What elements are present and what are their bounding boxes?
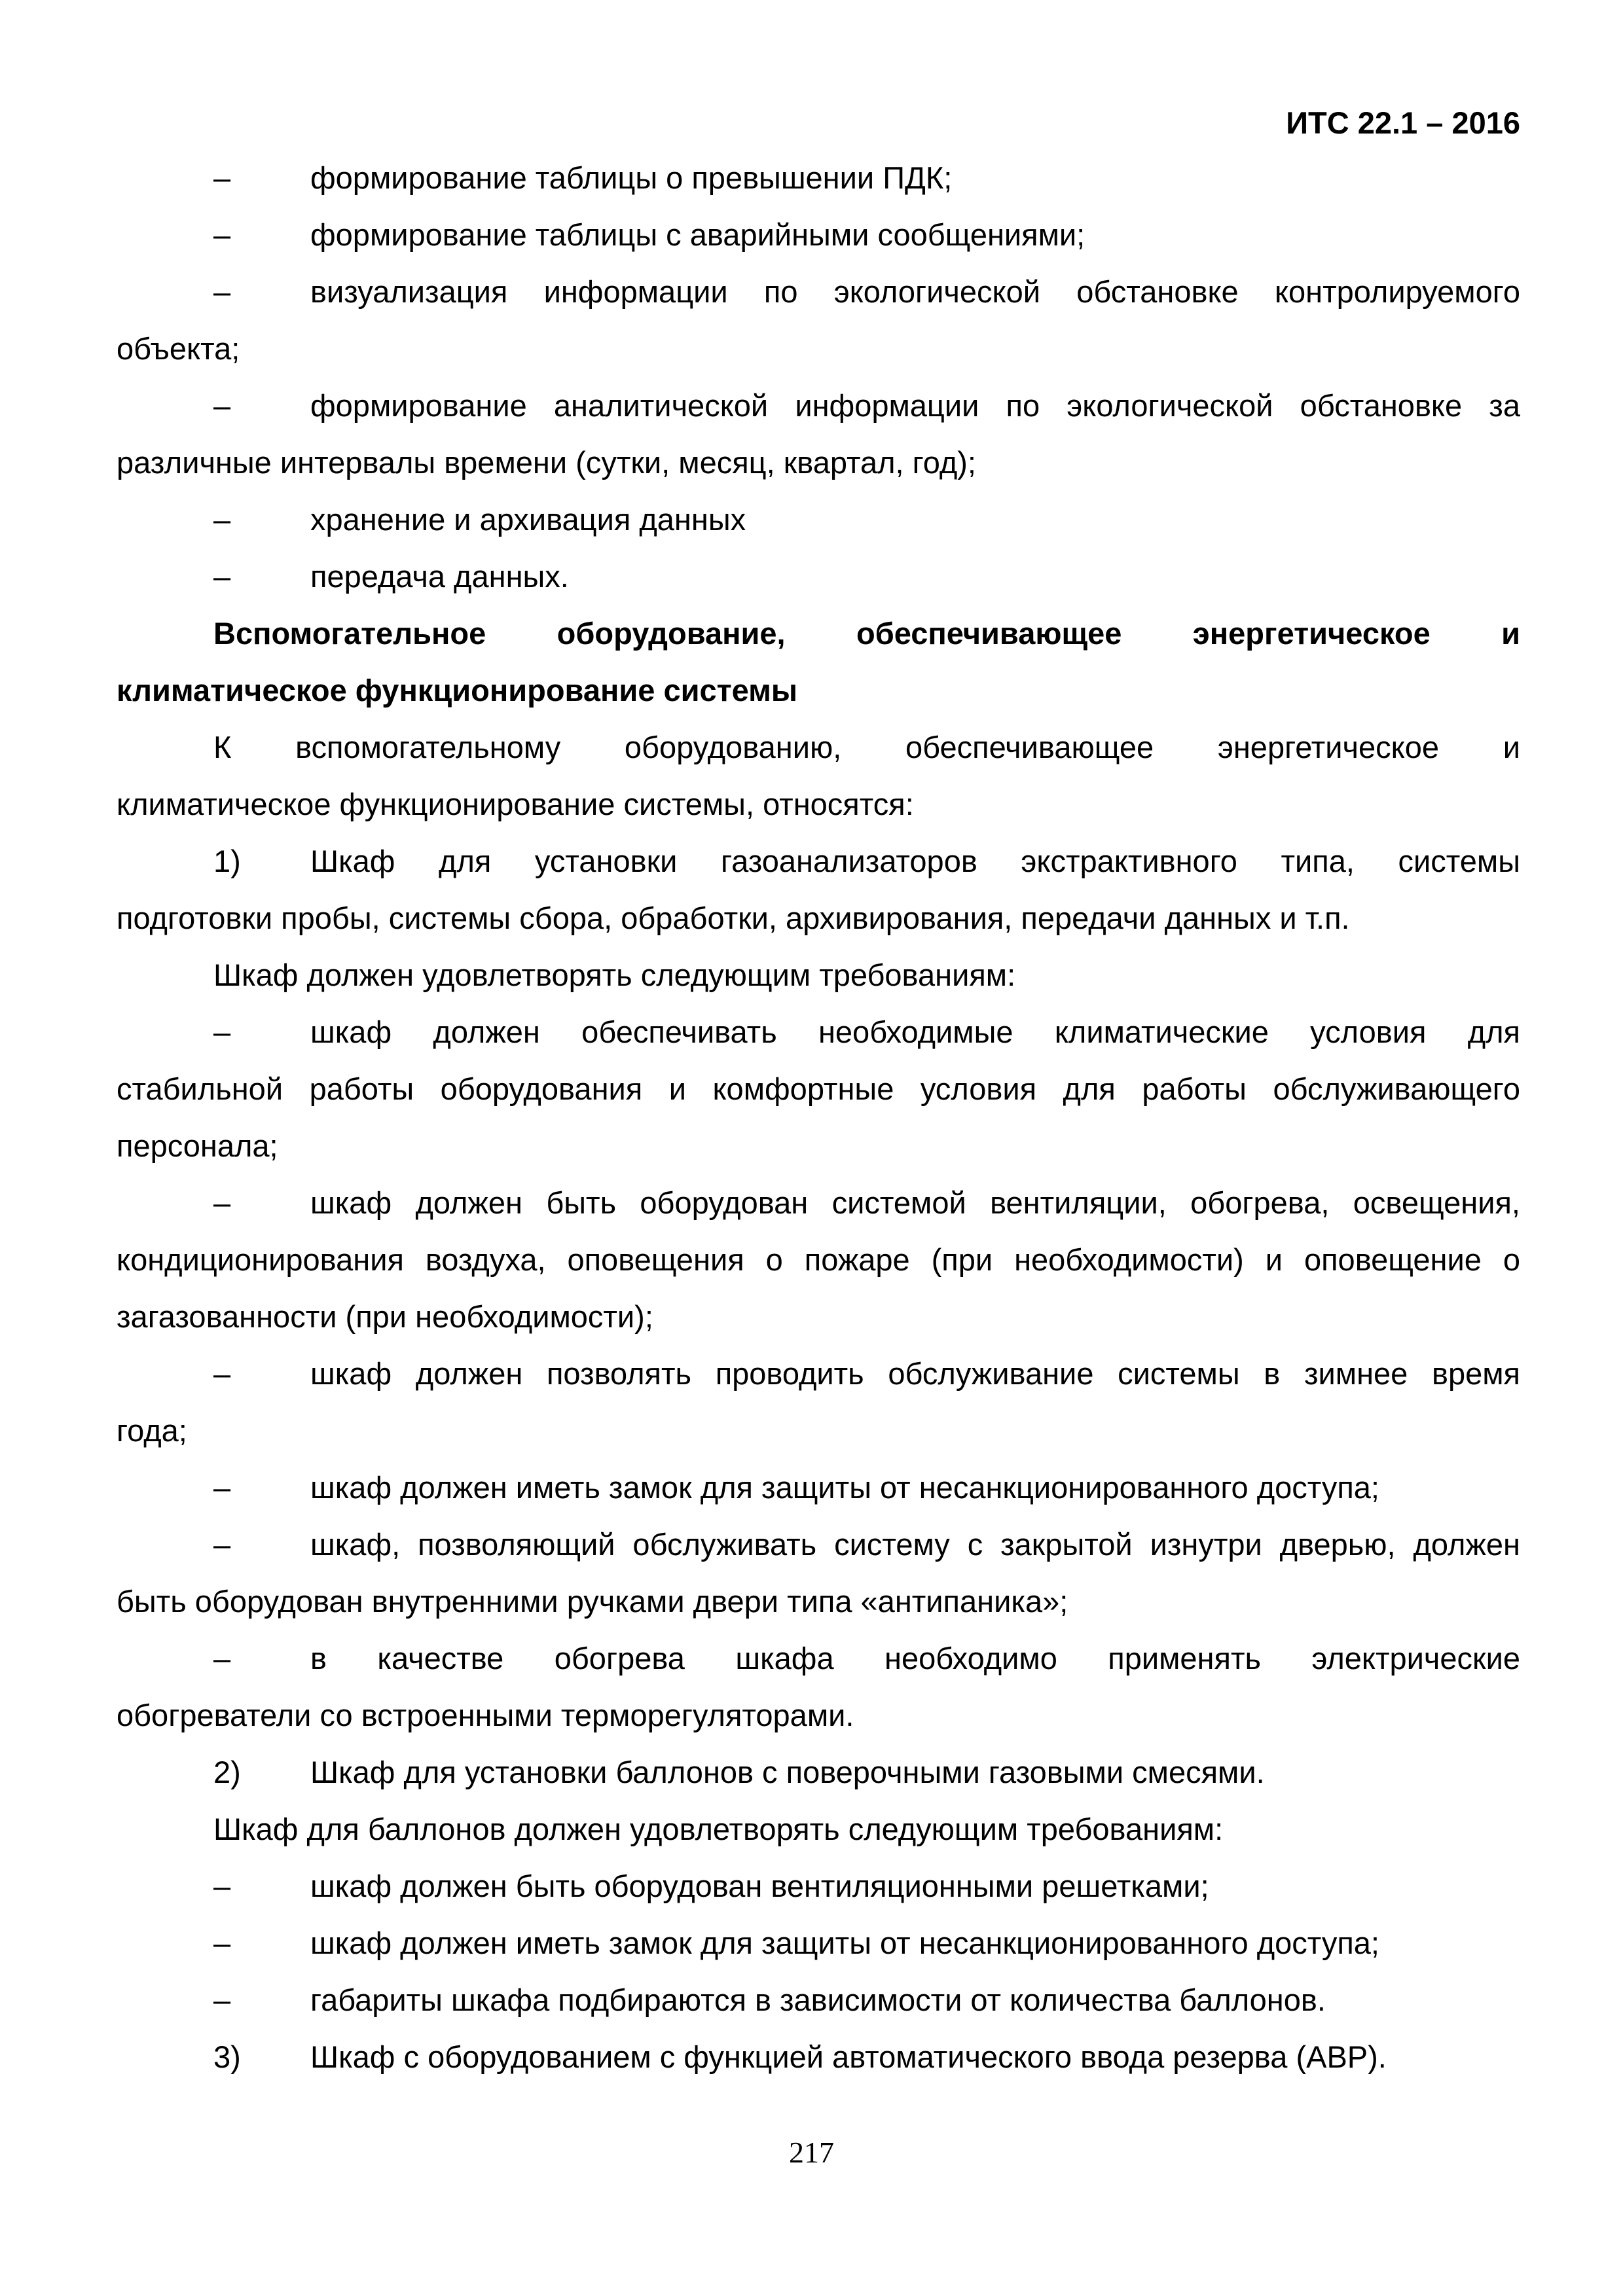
text-line (117, 1402, 1520, 1459)
list-item-text: шкаф должен позволять проводить обслуживание системы в зимнее время (310, 1356, 1520, 1391)
list-item-text: формирование таблицы о превышении ПДК; (310, 160, 953, 195)
text-line (117, 889, 1520, 946)
paragraph-line: климатическое функционирование системы, относятся: (117, 787, 914, 821)
section-heading (117, 662, 1520, 719)
paragraph (117, 1801, 1520, 1857)
list-item-continuation: кондиционирования воздуха, оповещения о пожаре (при необходимости) и оповещение о (117, 1242, 1520, 1277)
list-dash: – (213, 1356, 231, 1391)
list-dash: – (213, 274, 231, 309)
list-item-text: шкаф должен быть оборудован системой вентиляции, обогрева, освещения, (310, 1185, 1520, 1220)
list-item (117, 1914, 1520, 1971)
paragraph (117, 776, 1520, 833)
paragraph (117, 946, 1520, 1003)
list-item (117, 1516, 1520, 1573)
list-dash: – (213, 388, 231, 423)
list-item-text: шкаф, позволяющий обслуживать систему с закрытой изнутри дверью, должен (310, 1527, 1520, 1562)
list-item-text: шкаф должен иметь замок для защиты от несанкционированного доступа; (310, 1926, 1379, 1960)
numbered-item (117, 833, 1520, 889)
list-item (117, 1971, 1520, 2028)
item-number: 2) (213, 1755, 241, 1789)
numbered-item (117, 2028, 1520, 2085)
text-line (117, 1288, 1520, 1345)
list-item (117, 1857, 1520, 1914)
text-line (117, 1060, 1520, 1117)
list-dash: – (213, 1470, 231, 1505)
list-dash: – (213, 1641, 231, 1676)
text-line (117, 1687, 1520, 1744)
list-item-text: шкаф должен обеспечивать необходимые климатические условия для (310, 1014, 1520, 1049)
paragraph-line: Шкаф для баллонов должен удовлетворять следующим требованиям: (213, 1812, 1224, 1846)
text-line (117, 1231, 1520, 1288)
section-heading-line-1: Вспомогательное оборудование, обеспечивающее энергетическое и (213, 616, 1520, 651)
list-dash: – (213, 1014, 231, 1049)
list-item (117, 206, 1520, 263)
list-item-text: хранение и архивация данных (310, 502, 746, 537)
numbered-item-text: Шкаф с оборудованием с функцией автоматического ввода резерва (АВР). (310, 2039, 1387, 2074)
item-number: 1) (213, 844, 241, 878)
list-dash: – (213, 559, 231, 594)
document-body (117, 149, 1520, 2085)
list-item-text: шкаф должен быть оборудован вентиляционными решетками; (310, 1869, 1209, 1903)
list-item-text: формирование таблицы с аварийными сообщениями; (310, 217, 1085, 252)
list-item (117, 491, 1520, 548)
numbered-item (117, 1744, 1520, 1801)
text-line (117, 434, 1520, 491)
list-item-text: визуализация информации по экологической обстановке контролируемого (310, 274, 1520, 309)
list-item-continuation: объекта; (117, 331, 240, 366)
text-line (117, 1573, 1520, 1630)
list-item (117, 1174, 1520, 1231)
list-item (117, 1630, 1520, 1687)
paragraph (117, 719, 1520, 776)
list-dash: – (213, 1185, 231, 1220)
list-dash: – (213, 502, 231, 537)
list-item-continuation: персонала; (117, 1128, 278, 1163)
list-dash: – (213, 1527, 231, 1562)
list-item (117, 1003, 1520, 1060)
list-item-text: формирование аналитической информации по экологической обстановке за (310, 388, 1520, 423)
page-number: 217 (789, 2136, 834, 2169)
document-header-id: ИТС 22.1 – 2016 (1286, 105, 1520, 140)
list-item (117, 548, 1520, 605)
list-item-continuation: стабильной работы оборудования и комфортные условия для работы обслуживающего (117, 1071, 1520, 1106)
numbered-item-text: Шкаф для установки баллонов с поверочными газовыми смесями. (310, 1755, 1265, 1789)
item-number: 3) (213, 2039, 241, 2074)
section-heading-line-2: климатическое функционирование системы (117, 673, 798, 708)
numbered-item-text: Шкаф для установки газоанализаторов экстрактивного типа, системы (310, 844, 1520, 878)
list-dash: – (213, 160, 231, 195)
text-line (117, 1117, 1520, 1174)
list-item-continuation: различные интервалы времени (сутки, месяц, квартал, год); (117, 445, 976, 480)
numbered-item-continuation: подготовки пробы, системы сбора, обработки, архивирования, передачи данных и т.п. (117, 901, 1350, 935)
list-item-continuation: загазованности (при необходимости); (117, 1299, 653, 1334)
list-dash: – (213, 217, 231, 252)
list-item-text: передача данных. (310, 559, 569, 594)
list-item-continuation: года; (117, 1413, 187, 1448)
section-heading (117, 605, 1520, 662)
list-dash: – (213, 1926, 231, 1960)
list-item (117, 263, 1520, 320)
list-item (117, 149, 1520, 206)
list-item-text: габариты шкафа подбираются в зависимости от количества баллонов. (310, 1982, 1326, 2017)
list-item-text: шкаф должен иметь замок для защиты от несанкционированного доступа; (310, 1470, 1379, 1505)
text-line (117, 320, 1520, 377)
list-dash: – (213, 1869, 231, 1903)
paragraph-line: К вспомогательному оборудованию, обеспечивающее энергетическое и (213, 730, 1520, 764)
list-item-text: в качестве обогрева шкафа необходимо применять электрические (310, 1641, 1520, 1676)
list-item-continuation: быть оборудован внутренними ручками двери типа «антипаника»; (117, 1584, 1068, 1619)
list-item-continuation: обогреватели со встроенными терморегуляторами. (117, 1698, 854, 1732)
paragraph-line: Шкаф должен удовлетворять следующим требованиям: (213, 958, 1016, 992)
list-dash: – (213, 1982, 231, 2017)
list-item (117, 1459, 1520, 1516)
list-item (117, 1345, 1520, 1402)
list-item (117, 377, 1520, 434)
